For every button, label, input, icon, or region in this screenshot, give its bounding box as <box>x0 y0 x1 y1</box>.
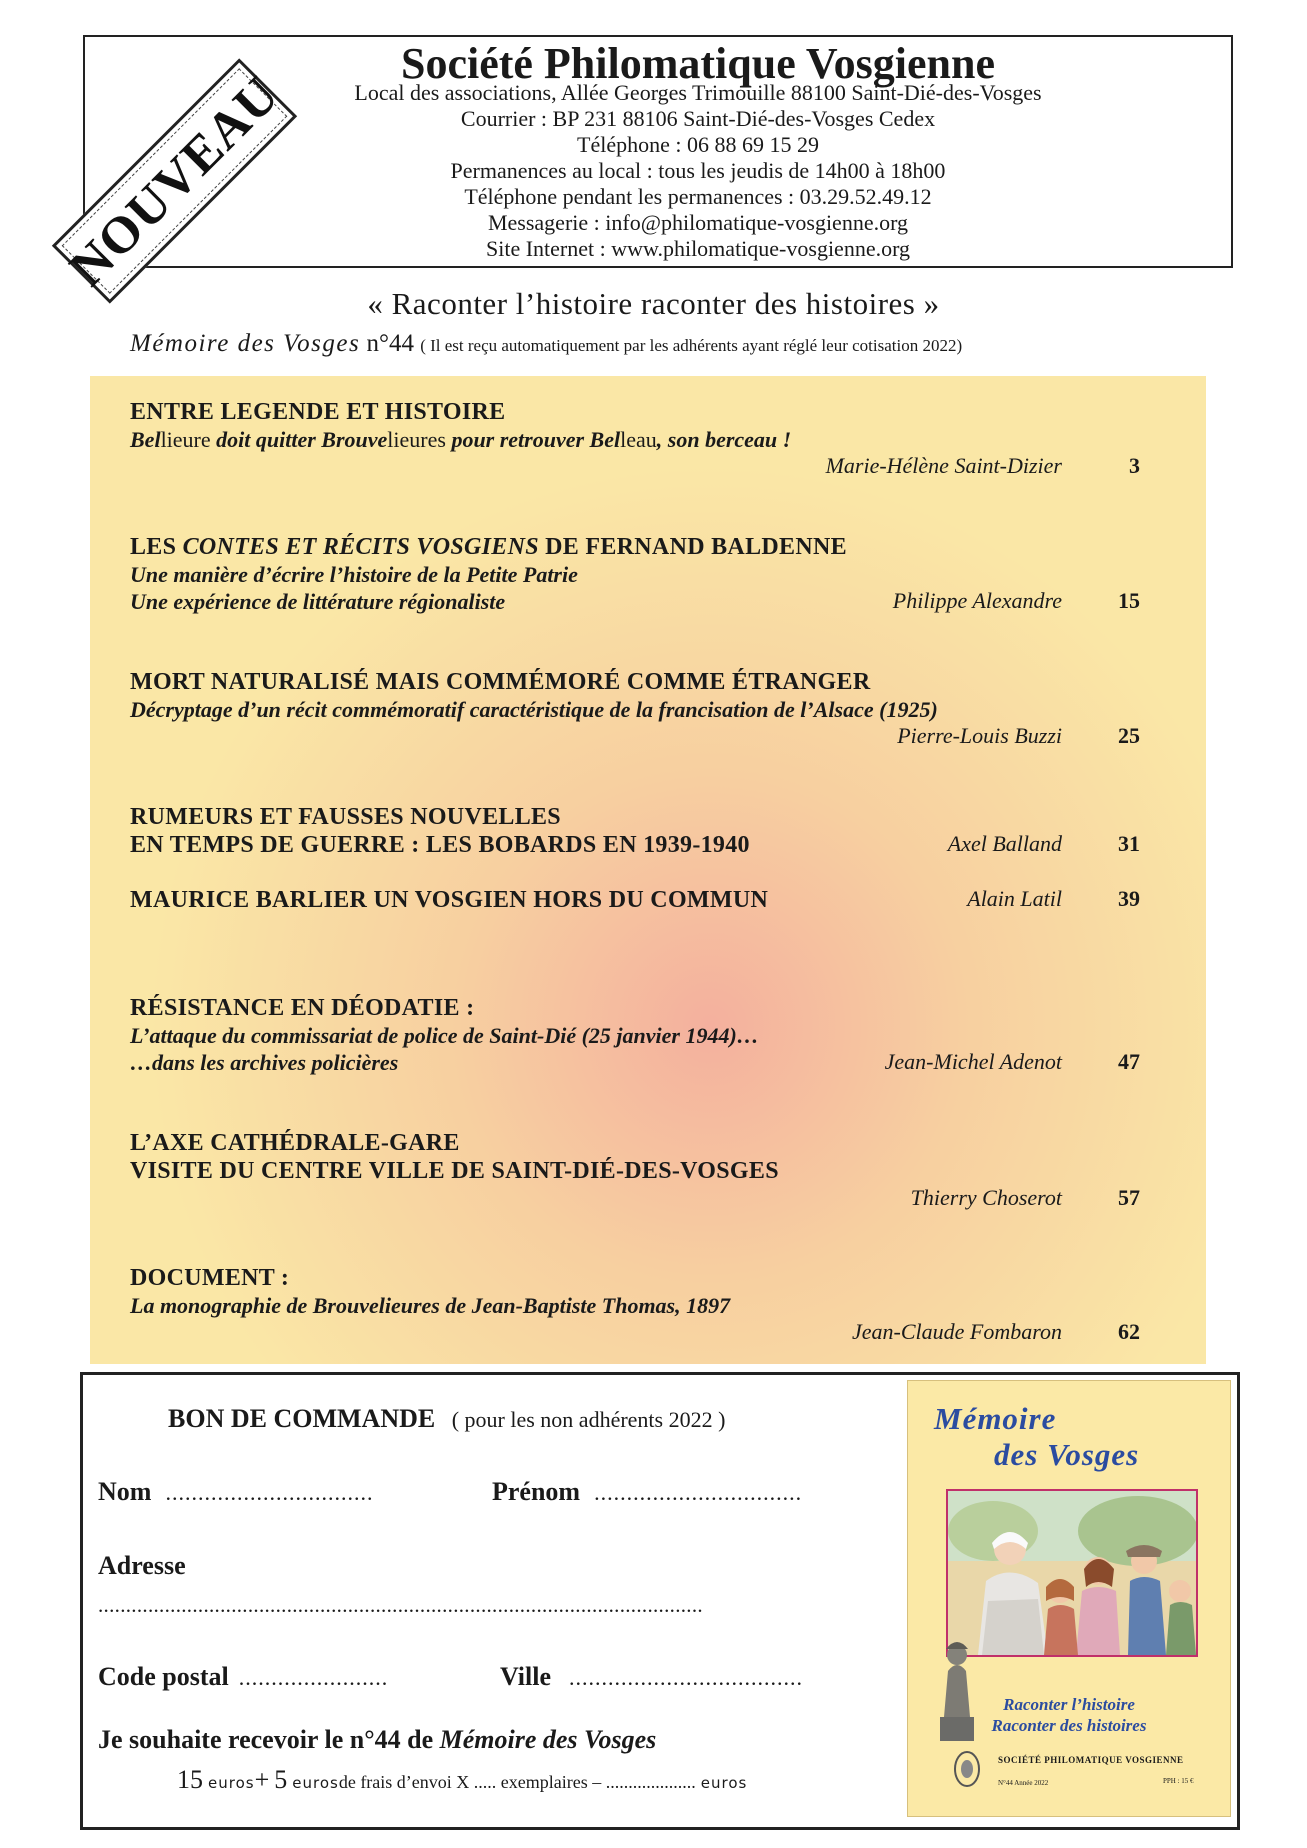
toc-subtitle: La monographie de Brouvelieures de Jean-Baptiste Thomas, 1897 <box>130 1293 731 1318</box>
toc-title: L’AXE CATHÉDRALE-GARE VISITE DU CENTRE VILLE DE SAINT-DIÉ-DES-VOSGES <box>130 1130 779 1184</box>
header-email: Messagerie : info@philomatique-vosgienne.org <box>487 210 909 235</box>
cover-price: PPH : 15 € <box>1163 1777 1194 1785</box>
toc-subtitle: L’attaque du commissariat de police de Saint-Dié (25 janvier 1944)… <box>130 1023 759 1048</box>
org-name: Société Philomatique Vosgienne <box>400 39 996 88</box>
header-address: Local des associations, Allée Georges Trimouille 88100 Saint-Dié-des-Vosges <box>354 80 1042 105</box>
toc-subtitle: Une expérience de littérature régionaliste <box>130 589 506 614</box>
toc-subtitle: Décryptage d’un récit commémoratif caractéristique de la francisation de l’Alsace (1925) <box>130 697 938 722</box>
toc-author: Jean-Michel Adenot <box>884 1049 1062 1074</box>
toc-entry <box>130 803 1140 859</box>
prenom-field[interactable]: ................................ <box>594 1480 803 1505</box>
society-emblem-icon <box>952 1749 982 1789</box>
cp-label: Code postal <box>98 1662 229 1691</box>
toc-subtitle: Une manière d’écrire l’histoire de la Petite Patrie <box>130 562 578 587</box>
toc-page-number: 15 <box>1118 588 1140 613</box>
wish-magazine: Mémoire des Vosges <box>439 1725 657 1754</box>
issue-number: n°44 <box>366 330 414 357</box>
toc-title: RÉSISTANCE EN DÉODATIE : <box>130 995 475 1021</box>
euros-3: euros <box>700 1774 748 1792</box>
nom-label: Nom <box>98 1477 152 1506</box>
nom-row <box>98 1477 373 1507</box>
magazine-cover <box>907 1380 1231 1817</box>
toc-entry <box>130 533 1140 615</box>
toc-subtitle: …dans les archives policières <box>130 1050 399 1075</box>
toc-page-number: 3 <box>1129 453 1140 478</box>
table-of-contents <box>90 376 1206 1364</box>
toc-author: Axel Balland <box>947 831 1062 856</box>
toc-entry <box>130 994 1140 1076</box>
header-website: Site Internet : www.philomatique-vosgienne.org <box>485 236 911 261</box>
order-subtitle: ( pour les non adhérents 2022 ) <box>451 1407 726 1432</box>
toc-page-number: 39 <box>1118 886 1140 911</box>
cover-title <box>934 1401 1139 1473</box>
toc-author: Alain Latil <box>967 886 1062 911</box>
wish-line <box>98 1725 656 1755</box>
euros-1: euros <box>208 1774 255 1792</box>
cover-illustration <box>946 1489 1198 1657</box>
issue-line <box>130 330 962 358</box>
cover-subtitle <box>908 1694 1230 1736</box>
plus-sign: + <box>254 1765 270 1794</box>
cover-sub-line1: Raconter l’histoire <box>1003 1695 1135 1714</box>
order-title: BON DE COMMANDE <box>168 1404 436 1433</box>
toc-entry <box>130 886 1140 914</box>
price-line <box>177 1765 747 1795</box>
toc-page-number: 47 <box>1118 1049 1140 1074</box>
toc-title: LES CONTES ET RÉCITS VOSGIENS DE FERNAND BALDENNE <box>130 534 847 560</box>
cover-sub-line2: Raconter des histoires <box>991 1716 1147 1735</box>
toc-author: Thierry Choserot <box>910 1185 1062 1210</box>
cp-row <box>98 1662 388 1692</box>
prenom-row <box>492 1477 802 1507</box>
toc-title: DOCUMENT : <box>130 1265 290 1291</box>
nom-field[interactable]: ................................ <box>165 1480 374 1505</box>
header-phone: Téléphone : 06 88 69 15 29 <box>577 132 819 157</box>
cp-field[interactable]: ....................... <box>238 1665 389 1690</box>
prenom-label: Prénom <box>492 1477 581 1506</box>
ville-label: Ville <box>500 1662 552 1691</box>
toc-entry <box>130 668 1140 748</box>
toc-page-number: 62 <box>1118 1319 1140 1344</box>
toc-title: ENTRE LEGENDE ET HISTOIRE <box>130 399 506 425</box>
price-2: 5 <box>274 1765 288 1794</box>
toc-entry <box>130 398 1140 478</box>
toc-entry <box>130 1264 1140 1344</box>
cover-society: SOCIÉTÉ PHILOMATIQUE VOSGIENNE <box>998 1755 1184 1765</box>
toc-title: MAURICE BARLIER UN VOSGIEN HORS DU COMMUN <box>130 887 769 913</box>
toc-page-number: 31 <box>1118 831 1140 856</box>
order-title-line <box>168 1404 725 1434</box>
price-1: 15 <box>177 1765 203 1794</box>
wish-prefix: Je souhaite recevoir le n°44 de <box>98 1725 434 1754</box>
adresse-field[interactable]: ............................................................................................................. <box>98 1593 703 1617</box>
issue-magazine: Mémoire des Vosges <box>130 330 361 357</box>
ville-field[interactable]: .................................... <box>569 1665 804 1690</box>
toc-title: MORT NATURALISÉ MAIS COMMÉMORÉ COMME ÉTRANGER <box>130 669 871 695</box>
toc-subtitle: Bellieure doit quitter Brouvelieures pour retrouver Belleau, son berceau ! <box>130 427 792 452</box>
cover-number: N°44 Année 2022 <box>998 1779 1049 1787</box>
adresse-label: Adresse <box>98 1551 186 1580</box>
toc-author: Jean-Claude Fombaron <box>852 1319 1062 1344</box>
toc-page-number: 25 <box>1118 723 1140 748</box>
issue-note: ( Il est reçu automatiquement par les adhérents ayant réglé leur cotisation 2022) <box>420 336 963 355</box>
toc-author: Marie-Hélène Saint-Dizier <box>825 453 1062 478</box>
price-rest[interactable]: de frais d’envoi X ..... exemplaires – .................... <box>338 1772 696 1792</box>
toc-title: RUMEURS ET FAUSSES NOUVELLES EN TEMPS DE GUERRE : LES BOBARDS EN 1939-1940 <box>130 804 750 858</box>
ville-row <box>500 1662 803 1692</box>
toc-entry <box>130 1129 1140 1210</box>
toc-author: Philippe Alexandre <box>892 588 1062 613</box>
cover-title-line1: Mémoire <box>934 1401 1057 1436</box>
header-mail: Courrier : BP 231 88106 Saint-Dié-des-Vosges Cedex <box>460 106 936 131</box>
header-hours: Permanences au local : tous les jeudis de 14h00 à 18h00 <box>450 158 946 183</box>
stamp-text: NOUVEAU <box>58 65 291 297</box>
toc-page-number: 57 <box>1118 1185 1140 1210</box>
euros-2: euros <box>292 1774 339 1792</box>
cover-title-line2: des Vosges <box>994 1437 1140 1472</box>
header-phone-hours: Téléphone pendant les permanences : 03.29.52.49.12 <box>464 184 932 209</box>
slogan: « Raconter l’histoire raconter des histoires » <box>367 286 940 321</box>
toc-author: Pierre-Louis Buzzi <box>897 723 1062 748</box>
